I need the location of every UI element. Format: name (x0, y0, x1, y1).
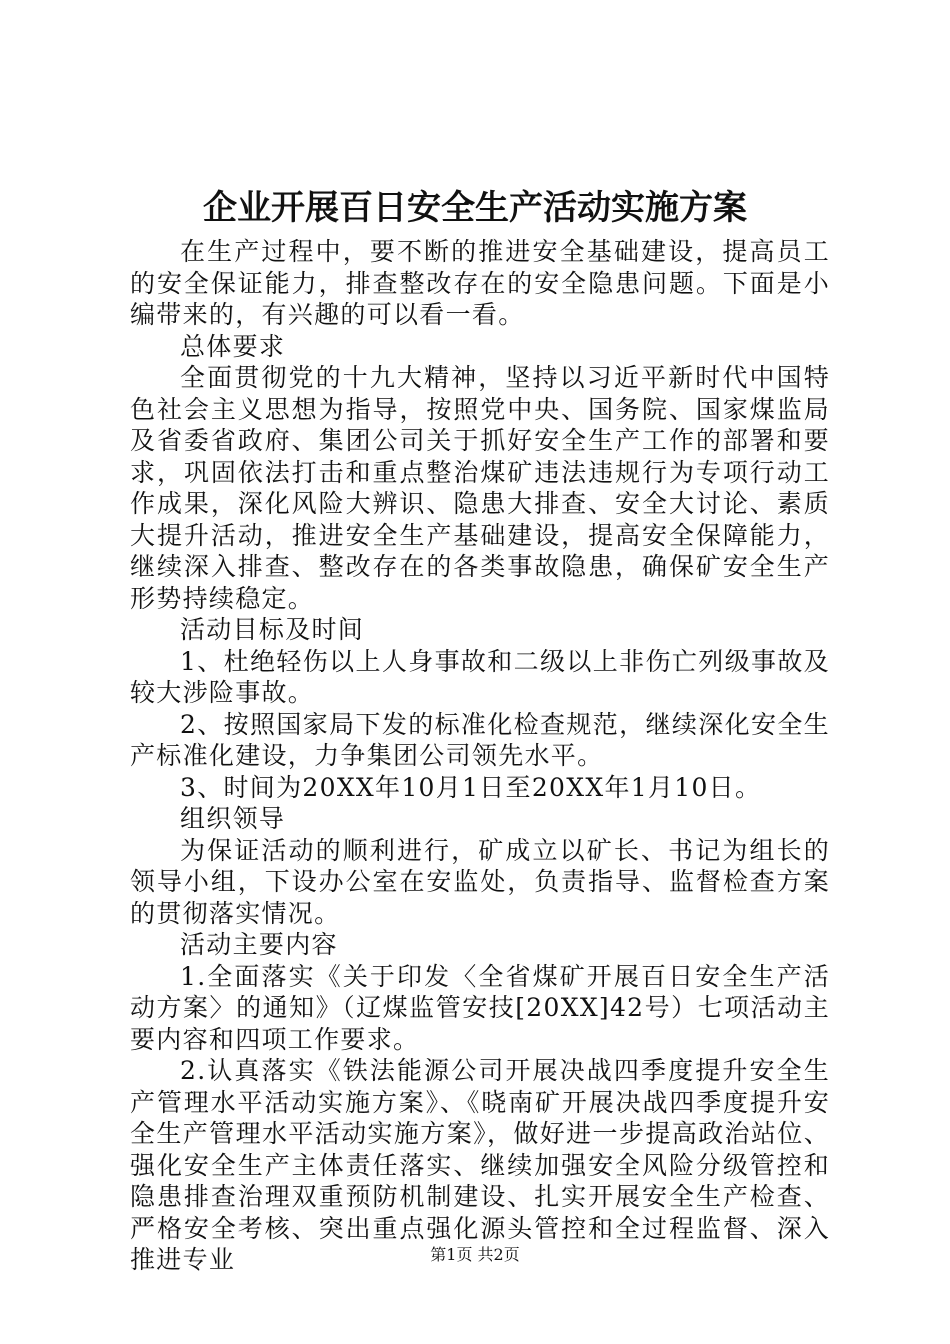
content-item-2: 2.认真落实《铁法能源公司开展决战四季度提升安全生产管理水平活动实施方案》、《晓南矿开展决战四季度提升安全生产管理水平活动实施方案》，做好进一步提高政治站位、强化安全生产主体责任落实、继续加强安全风险分级管控和隐患排查治理双重预防机制建设、扎实开展安全生产检查、严格安全考核、突出重点强化源头管控和全过程监督、深入推进专业 (130, 1056, 830, 1274)
page-footer (0, 1244, 950, 1266)
section-heading-main-content: 活动主要内容 (180, 930, 338, 959)
section-heading-overall-requirements: 总体要求 (180, 331, 286, 361)
document-body (130, 236, 830, 1276)
page-total: 共2页 (477, 1245, 520, 1264)
goal-item-3: 3、时间为20XX年10月1日至20XX年1月10日。 (180, 772, 762, 802)
goal-item-1: 1、杜绝轻伤以上人身事故和二级以上非伤亡列级事故及较大涉险事故。 (130, 646, 830, 707)
page-number: 第1页 (430, 1245, 473, 1264)
goal-item-2: 2、按照国家局下发的标准化检查规范，继续深化安全生产标准化建设，力争集团公司领先水平。 (130, 709, 830, 770)
organization-paragraph: 为保证活动的顺利进行，矿成立以矿长、书记为组长的领导小组，下设办公室在安监处，负责指导、监督检查方案的贯彻落实情况。 (130, 835, 830, 928)
section-heading-goals-and-time: 活动目标及时间 (180, 615, 365, 644)
document-title: 企业开展百日安全生产活动实施方案 (203, 188, 747, 228)
content-item-1: 1.全面落实《关于印发〈全省煤矿开展百日安全生产活动方案〉的通知》（辽煤监管安技[20XX]42号）七项活动主要内容和四项工作要求。 (130, 961, 830, 1054)
intro-paragraph: 在生产过程中，要不断的推进安全基础建设，提高员工的安全保证能力，排查整改存在的安全隐患问题。下面是小编带来的，有兴趣的可以看一看。 (130, 237, 830, 329)
section-heading-organization: 组织领导 (180, 804, 286, 833)
overall-requirements-paragraph: 全面贯彻党的十九大精神，坚持以习近平新时代中国特色社会主义思想为指导，按照党中央、国务院、国家煤监局及省委省政府、集团公司关于抓好安全生产工作的部署和要求，巩固依法打击和重点整治煤矿违法违规行为专项行动工作成果，深化风险大辨识、隐患大排查、安全大讨论、素质大提升活动，推进安全生产基础建设，提高安全保障能力，继续深入排查、整改存在的各类事故隐患，确保矿安全生产形势持续稳定。 (130, 363, 830, 613)
